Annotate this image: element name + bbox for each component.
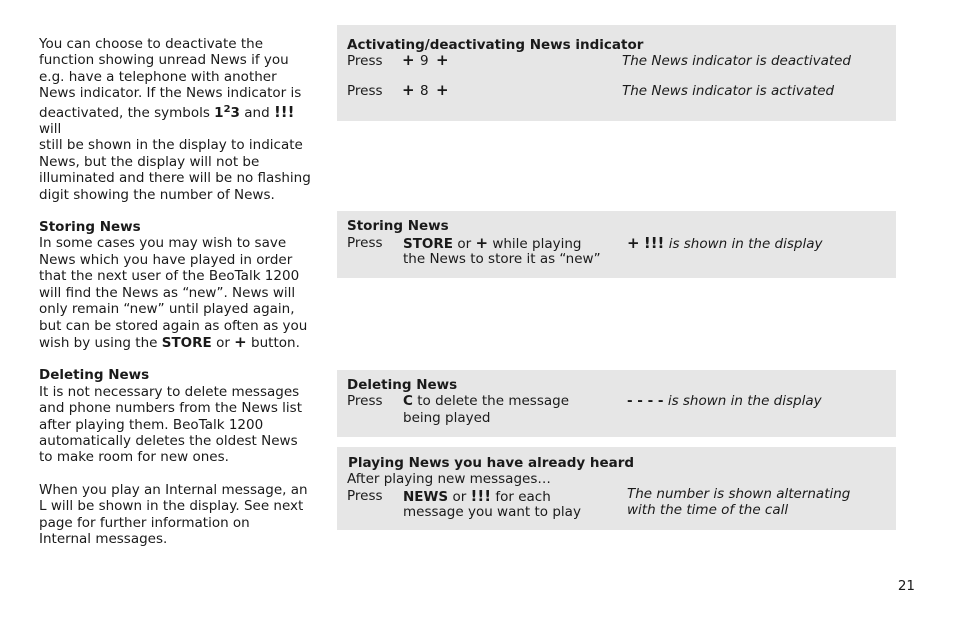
deleting-instruction <box>403 393 569 409</box>
text-line: digit showing the number of News. <box>39 186 275 203</box>
plus-key-label: + <box>234 332 247 351</box>
result-text: The News indicator is activated <box>622 83 835 99</box>
text-line: still be shown in the display to indicate <box>39 137 303 154</box>
storing-result <box>627 235 823 252</box>
action-text: for each <box>495 489 551 505</box>
text-line: and phone numbers from the News list <box>39 400 302 417</box>
result-text: The News indicator is deactivated <box>622 53 852 69</box>
text-line: News, but the display will not be <box>39 153 260 170</box>
box-title: Playing News you have already heard <box>348 455 635 471</box>
press-label: Press <box>347 488 383 504</box>
result-text: The number is shown alternating <box>627 486 851 502</box>
storing-heading: Storing News <box>39 219 141 236</box>
text-line: or <box>216 334 230 351</box>
action-text: to delete the message <box>417 393 570 409</box>
activate-news-indicator-box <box>337 25 896 121</box>
c-key: C <box>403 393 413 409</box>
text-line: News which you have played in order <box>39 251 293 268</box>
box-subtitle: After playing new messages… <box>347 471 551 487</box>
store-key-label: STORE <box>161 334 212 351</box>
symbol-digit: 2 <box>223 103 231 115</box>
text-line: page for further information on <box>39 514 250 531</box>
symbol-123 <box>214 105 240 121</box>
text-line: button. <box>251 334 300 351</box>
text-line: illuminated and there will be no flashing <box>39 170 311 187</box>
plus-symbol: + <box>627 234 640 252</box>
text-line: and <box>244 104 270 121</box>
exclamations-symbol: !!! <box>643 234 665 252</box>
press-label: Press <box>347 393 383 409</box>
plus-key: + <box>436 51 449 69</box>
press-label: Press <box>347 235 383 251</box>
storing-news-box <box>337 211 896 278</box>
text-line: When you play an Internal message, an <box>39 481 308 498</box>
dashes-symbol: - - - - <box>627 393 664 409</box>
symbol-digit: 1 <box>214 104 224 121</box>
text-line: You can choose to deactivate the <box>39 36 263 52</box>
internal-paragraph <box>39 482 321 548</box>
plus-key: + <box>475 234 489 252</box>
or-text: or <box>457 236 472 252</box>
text-line: that the next user of the BeoTalk 1200 <box>39 268 300 285</box>
heard-instruction <box>403 488 551 505</box>
text-line: Internal messages. <box>39 530 168 547</box>
text-line: wish by using the <box>39 334 158 351</box>
store-key: STORE <box>403 236 454 252</box>
text-line: only remain “new” until played again, <box>39 301 295 318</box>
press-label: Press <box>347 53 383 69</box>
action-text: while playing <box>492 236 582 252</box>
text-line: It is not necessary to delete messages <box>39 383 300 400</box>
page-number: 21 <box>897 578 915 594</box>
plus-key: + <box>436 81 449 99</box>
text-line: to make room for new ones. <box>39 449 229 466</box>
text-line: L will be shown in the display. See next <box>39 498 304 515</box>
plus-key: + <box>402 81 415 99</box>
deleting-heading: Deleting News <box>39 367 150 384</box>
digit-key: 9 <box>420 53 429 69</box>
result-text: with the time of the call <box>627 502 789 518</box>
result-text: is shown in the display <box>668 236 823 252</box>
heard-news-box <box>337 447 896 530</box>
storing-section <box>39 219 321 351</box>
result-text: is shown in the display <box>667 393 822 409</box>
left-column <box>39 36 321 547</box>
action-text: message you want to play <box>403 504 581 520</box>
text-line: will <box>39 121 62 138</box>
text-line: deactivated, the symbols <box>39 104 210 121</box>
text-line: but can be stored again as often as you <box>39 317 308 334</box>
deleting-section <box>39 367 321 465</box>
intro-paragraph <box>39 36 321 203</box>
text-line: after playing them. BeoTalk 1200 <box>39 416 264 433</box>
deleting-news-box <box>337 370 896 437</box>
news-key: NEWS <box>403 489 449 505</box>
text-line: function showing unread News if you <box>39 52 289 69</box>
text-line: will find the News as “new”. News will <box>39 284 296 301</box>
box-title: Deleting News <box>347 377 458 393</box>
text-line: e.g. have a telephone with another <box>39 68 277 85</box>
digit-key: 8 <box>420 83 429 99</box>
symbol-exclamations: !!! <box>273 102 295 121</box>
press-label: Press <box>347 83 383 99</box>
action-text: the News to store it as “new” <box>403 251 601 267</box>
deleting-result <box>627 393 822 409</box>
storing-instruction <box>403 235 581 252</box>
text-line: In some cases you may wish to save <box>39 235 287 252</box>
exclamations-key: !!! <box>470 487 492 505</box>
box-title: Activating/deactivating News indicator <box>347 37 644 53</box>
plus-key: + <box>402 51 415 69</box>
text-line: News indicator. If the News indicator is <box>39 85 302 102</box>
box-title: Storing News <box>347 218 449 234</box>
symbol-digit: 3 <box>230 104 240 121</box>
action-text: being played <box>403 410 491 426</box>
text-line: automatically deletes the oldest News <box>39 432 298 449</box>
or-text: or <box>452 489 467 505</box>
